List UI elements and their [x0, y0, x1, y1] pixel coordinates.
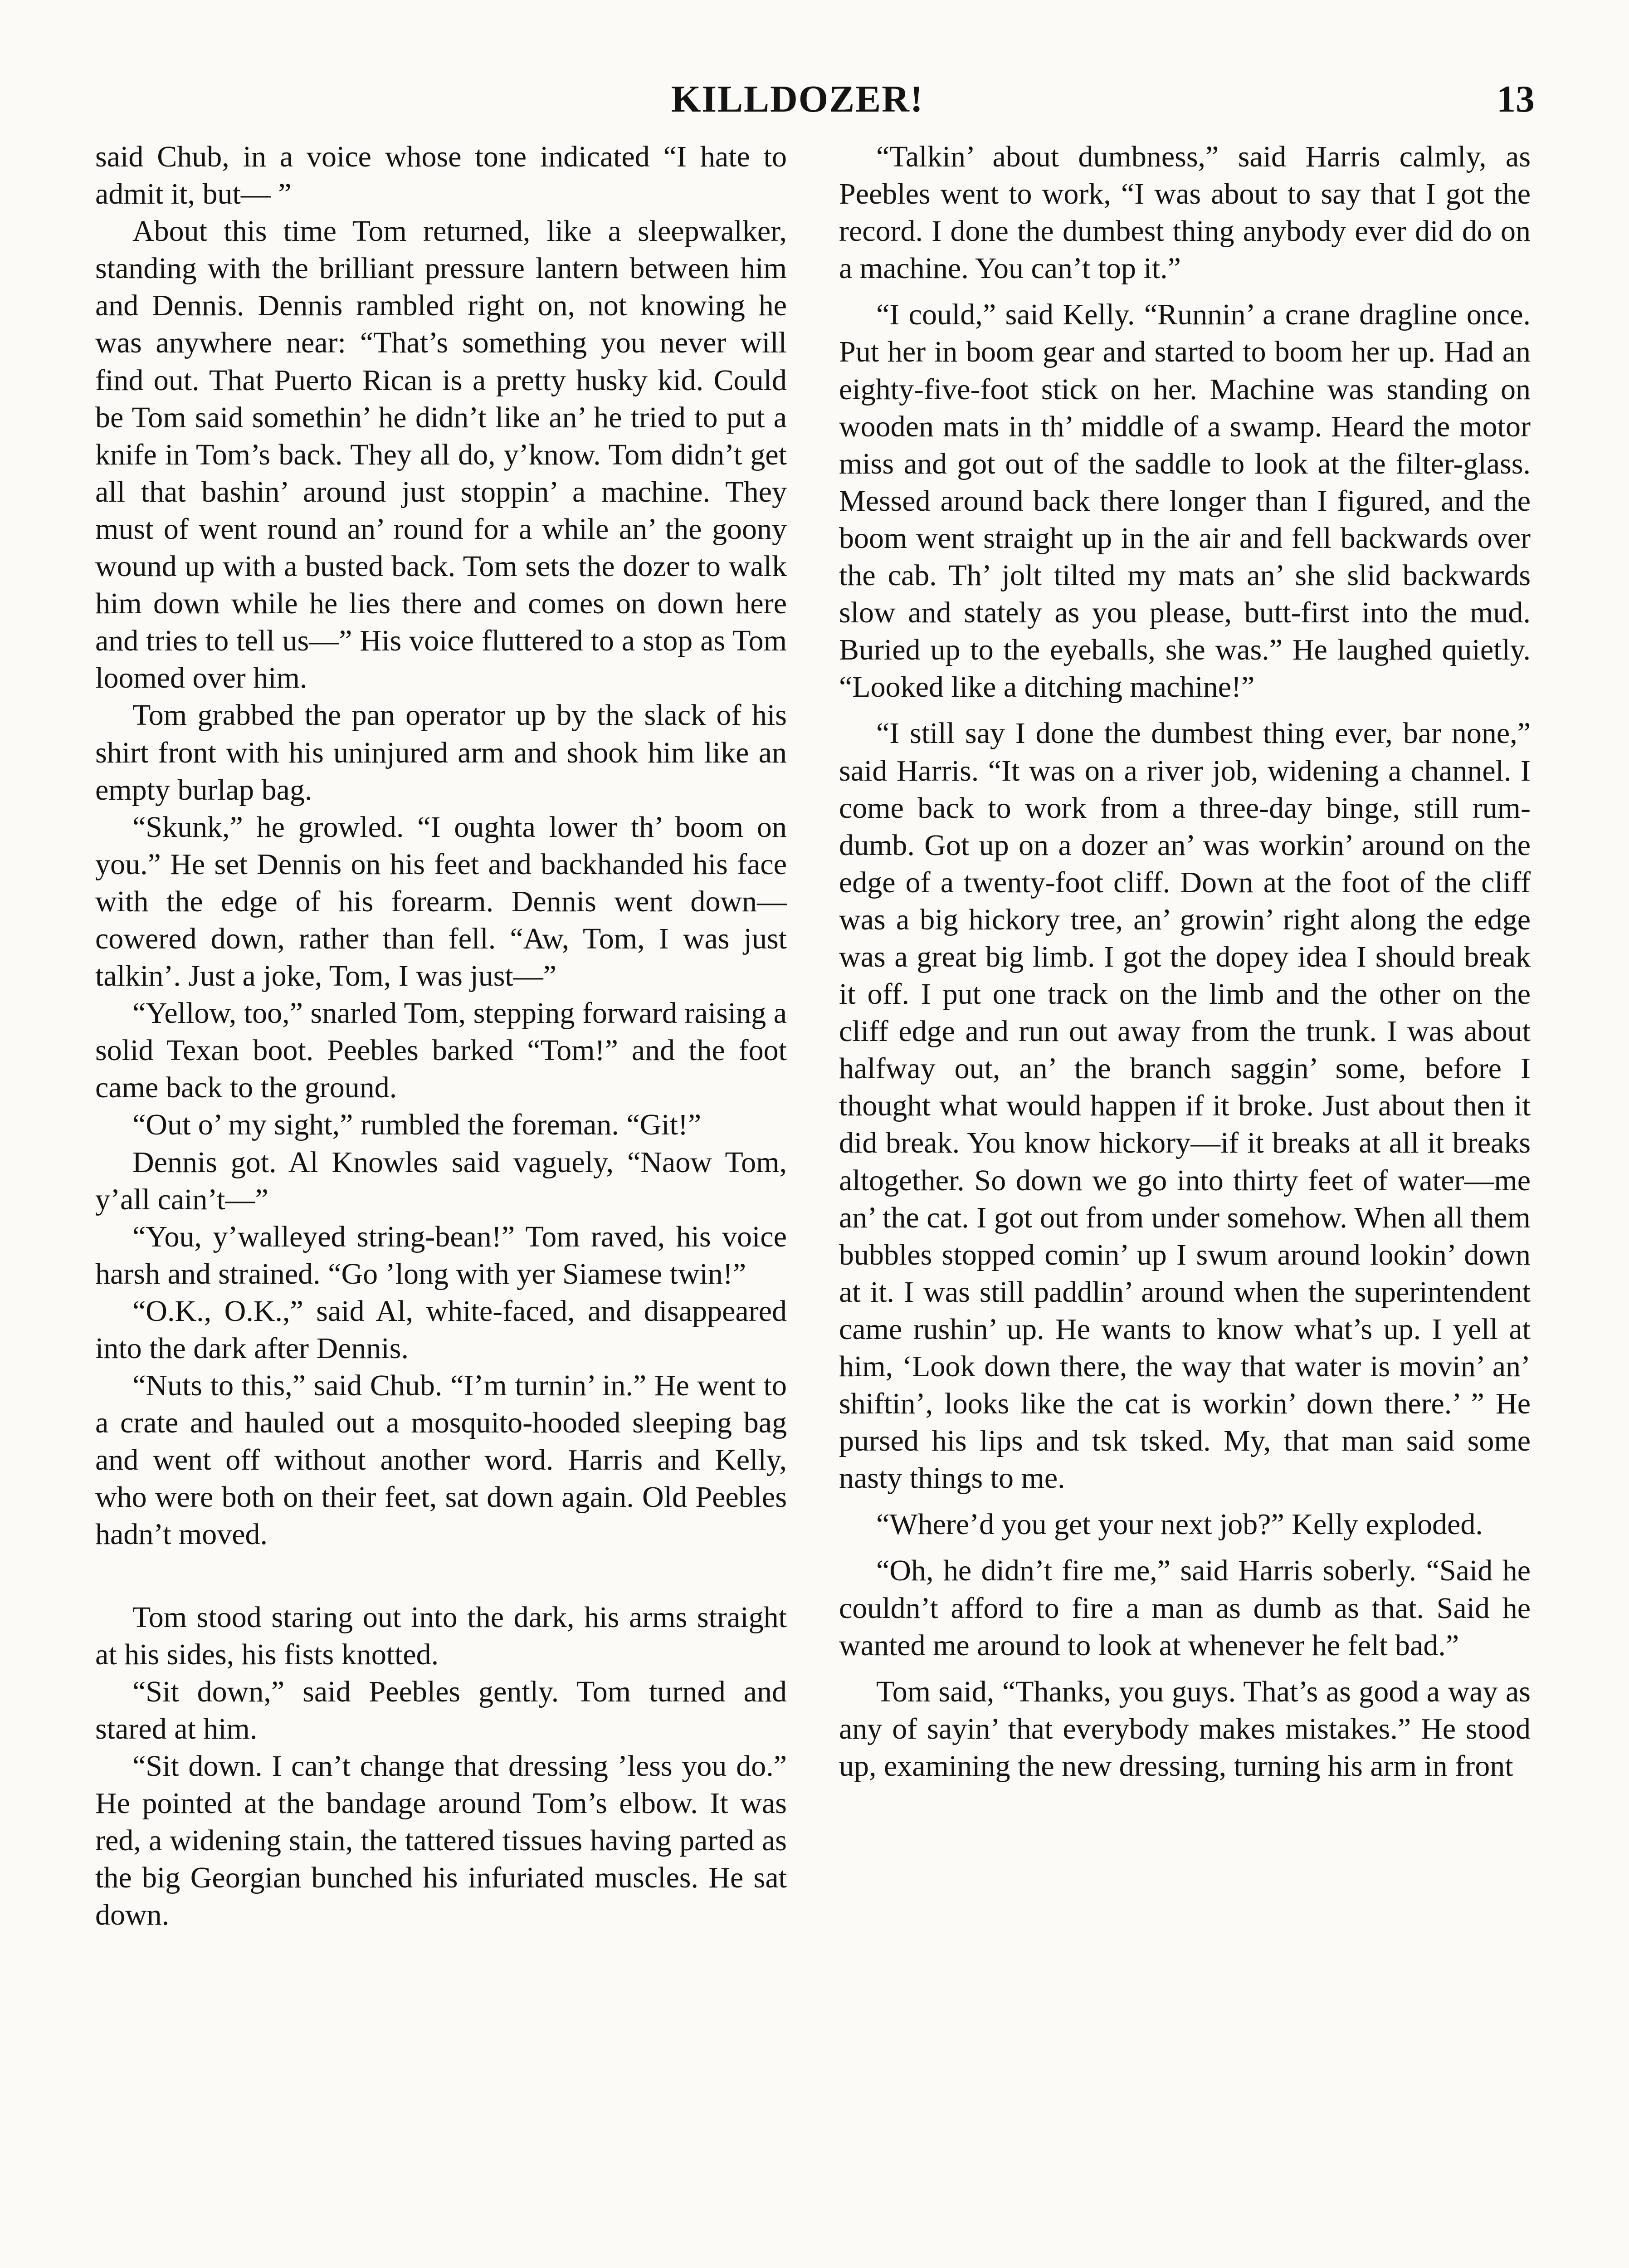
paragraph: “Out o’ my sight,” rumbled the foreman. “Git!” — [132, 1108, 702, 1142]
paragraph: “I could,” said Kelly. “Runnin’ a crane dragline once. Put her in boom gear and started to boom her up. Had an eighty-five-foot stick on her. Machine was standing on wooden mats in th’ middle of a swamp. Heard the motor miss and got out of the saddle to look at the filter-glass. Messed around back there longer than I figured, and the boom went straight up in the air and fell backwards over the cab. Th’ jolt tilted my mats an’ she slid backwards slow and stately as you please, butt-first into the mud. Buried up to the eyeballs, she was.” He laughed quietly. “Looked like a ditching machine!” — [839, 298, 1531, 704]
paragraph: “Yellow, too,” snarled Tom, stepping forward raising a solid Texan boot. Peebles barked “Tom!” and the foot came back to the ground. — [95, 997, 787, 1105]
paragraph: “You, y’walleyed string-bean!” Tom raved, his voice harsh and strained. “Go ’long with yer Siamese twin!” — [95, 1220, 787, 1290]
paragraph: “Nuts to this,” said Chub. “I’m turnin’ in.” He went to a crate and hauled out a mosquito-hooded sleeping bag and went off without another word. Harris and Kelly, who were both on their feet, sat down again. Old Peebles hadn’t moved. — [95, 1369, 787, 1551]
paragraph: Tom said, “Thanks, you guys. That’s as good a way as any of sayin’ that everybody makes mistakes.” He stood up, examining the new dressing, turning his arm in front — [839, 1675, 1531, 1783]
paragraph: “Skunk,” he growled. “I oughta lower th’ boom on you.” He set Dennis on his feet and backhanded his face with the edge of his forearm. Dennis went down—cowered down, rather than fell. “Aw, Tom, I was just talkin’. Just a joke, Tom, I was just—” — [95, 810, 787, 993]
paragraph: “I still say I done the dumbest thing ever, bar none,” said Harris. “It was on a river job, widening a channel. I come back to work from a three-day binge, still rum-dumb. Got up on a dozer an’ was workin’ around on the edge of a twenty-foot cliff. Down at the foot of the cliff was a big hickory tree, an’ growin’ right along the edge was a great big limb. I got the dopey idea I should break it off. I put one track on the limb and the other on the cliff edge and run out away from the trunk. I was about halfway out, an’ the branch saggin’ some, before I thought what would happen if it broke. Just about then it did break. You know hickory—if it breaks at all it breaks altogether. So down we go into thirty feet of water—me an’ the cat. I got out from under somehow. When all them bubbles stopped comin’ up I swum around lookin’ down at it. I was still paddlin’ around when the superintendent came rushin’ up. He wants to know what’s up. I yell at him, ‘Look down there, the way that water is movin’ an’ shiftin’, looks like the cat is workin’ down there.’ ” He pursed his lips and tsk tsked. My, that man said some nasty things to me. — [839, 717, 1531, 1495]
paragraph: About this time Tom returned, like a sleepwalker, standing with the brilliant pressure lantern between him and Dennis. Dennis rambled right on, not knowing he was anywhere near: “That’s something you never will find out. That Puerto Rican is a pretty husky kid. Could be Tom said somethin’ he didn’t like an’ he tried to put a knife in Tom’s back. They all do, y’know. Tom didn’t get all that bashin’ around just stoppin’ a machine. They must of went round an’ round for a while an’ the goony wound up with a busted back. Tom sets the dozer to walk him down while he lies there and comes on down here and tries to tell us—” His voice fluttered to a stop as Tom loomed over him. — [95, 215, 787, 695]
paragraph: “Oh, he didn’t fire me,” said Harris soberly. “Said he couldn’t afford to fire a man as dumb as that. Said he wanted me around to look at whenever he felt bad.” — [839, 1554, 1531, 1662]
right-column — [839, 138, 1531, 1785]
paragraph: “Talkin’ about dumbness,” said Harris calmly, as Peebles went to work, “I was about to say that I got the record. I done the dumbest thing anybody ever did do on a machine. You can’t top it.” — [839, 140, 1531, 285]
paragraph: “O.K., O.K.,” said Al, white-faced, and disappeared into the dark after Dennis. — [95, 1294, 787, 1365]
page-number: 13 — [1497, 78, 1535, 120]
paragraph: “Sit down,” said Peebles gently. Tom turned and stared at him. — [95, 1675, 787, 1745]
page-header — [0, 77, 1629, 127]
paragraph: said Chub, in a voice whose tone indicated “I hate to admit it, but— ” — [95, 140, 787, 211]
paragraph: Dennis got. Al Knowles said vaguely, “Naow Tom, y’all cain’t—” — [95, 1145, 787, 1216]
running-title: KILLDOZER! — [671, 78, 924, 120]
paragraph: Tom grabbed the pan operator up by the slack of his shirt front with his uninjured arm and shook him like an empty burlap bag. — [95, 699, 787, 807]
left-column — [95, 138, 787, 1934]
paragraph: Tom stood staring out into the dark, his arms straight at his sides, his fists knotted. — [95, 1600, 787, 1671]
paragraph: “Where’d you get your next job?” Kelly exploded. — [876, 1508, 1483, 1541]
paragraph: “Sit down. I can’t change that dressing ’less you do.” He pointed at the bandage around Tom’s elbow. It was red, a widening stain, the tattered tissues having parted as the big Georgian bunched his infuriated muscles. He sat down. — [95, 1749, 787, 1932]
